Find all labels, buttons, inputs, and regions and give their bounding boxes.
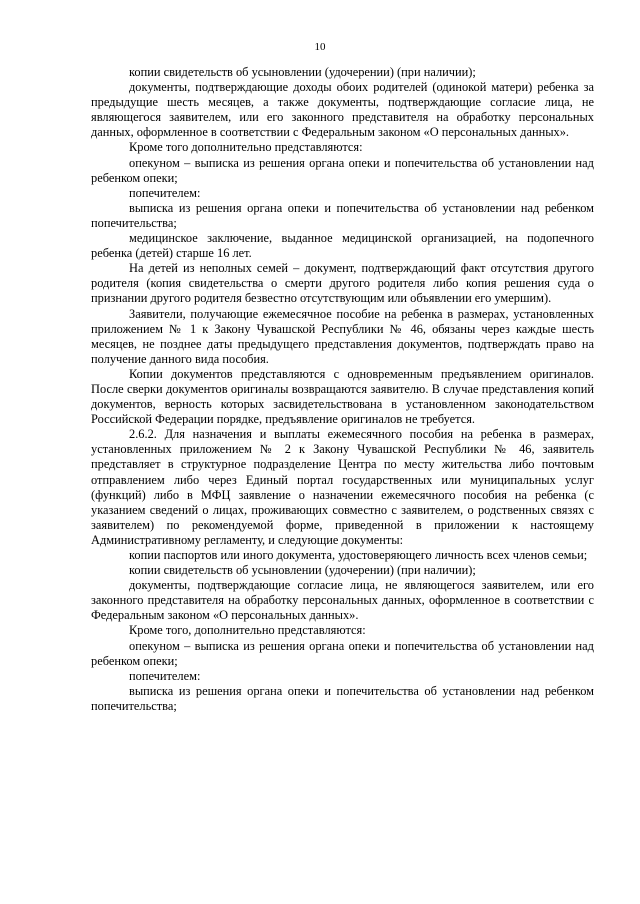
paragraph: выписка из решения органа опеки и попечительства об установлении над ребенком попечительства; <box>91 200 594 230</box>
paragraph: Кроме того дополнительно представляются: <box>129 140 363 155</box>
paragraph: опекуном – выписка из решения органа опеки и попечительства об установлении над ребенком опеки; <box>91 638 594 668</box>
paragraph: попечителем: <box>129 185 201 200</box>
paragraph: копии свидетельств об усыновлении (удочерении) (при наличии); <box>129 65 476 79</box>
paragraph: документы, подтверждающие доходы обоих родителей (одинокой матери) ребенка за предыдущие шесть месяцев, а также документы, подтверждающие согласие лица, не являющегося заявителем, или его законного представителя на обработку персональных данных, оформленное в соответствии с Федеральным законом «О персональных данных». <box>91 80 594 140</box>
paragraph: На детей из неполных семей – документ, подтверждающий факт отсутствия другого родителя (копия свидетельства о смерти другого родителя либо копия решения суда о признании другого родителя безвестно отсутствующим или объявлении его умершим). <box>91 261 594 306</box>
page-number: 10 <box>314 41 326 53</box>
paragraph: Заявители, получающие ежемесячное пособие на ребенка в размерах, установленных приложением № 1 к Закону Чувашской Республики № 46, обязаны через каждые шесть месяцев, не позднее даты предыдущего представления документов, подтверждать право на получение данного вида пособия. <box>91 306 594 366</box>
paragraph: Копии документов представляются с одновременным предъявлением оригиналов. После сверки документов оригиналы возвращаются заявителю. В случае представления копий документов, верность которых засвидетельствована в установленном законодательством Российской Федерации порядке, предъявление оригиналов не требуется. <box>91 366 594 427</box>
document-body <box>91 65 594 714</box>
paragraph: выписка из решения органа опеки и попечительства об установлении над ребенком попечительства; <box>91 683 594 713</box>
paragraph: попечителем: <box>129 668 201 683</box>
paragraph: 2.6.2. Для назначения и выплаты ежемесячного пособия на ребенка в размерах, установленных приложением № 2 к Закону Чувашской Республики № 46, заявитель представляет в структурное подразделение Центра по месту жительства либо почтовым отправлением либо через Единый портал государственных или муниципальных услуг (функций) либо в МФЦ заявление о назначении ежемесячного пособия на ребенка (с указанием сведений о лицах, проживающих совместно с заявителем, о родственных связях с заявителем) по рекомендуемой форме, приведенной в приложении к настоящему Административному регламенту, и следующие документы: <box>91 427 594 547</box>
paragraph: копии паспортов или иного документа, удостоверяющего личность всех членов семьи; <box>129 548 588 562</box>
paragraph: медицинское заключение, выданное медицинской организацией, на подопечного ребенка (детей) старше 16 лет. <box>91 231 594 261</box>
paragraph: Кроме того, дополнительно представляются: <box>129 623 366 638</box>
paragraph: копии свидетельств об усыновлении (удочерении) (при наличии); <box>129 563 476 578</box>
paragraph: опекуном – выписка из решения органа опеки и попечительства об установлении над ребенком опеки; <box>91 155 594 185</box>
paragraph: документы, подтверждающие согласие лица, не являющегося заявителем, или его законного представителя на обработку персональных данных, оформленное в соответствии с Федеральным законом «О персональных данных». <box>91 578 594 623</box>
